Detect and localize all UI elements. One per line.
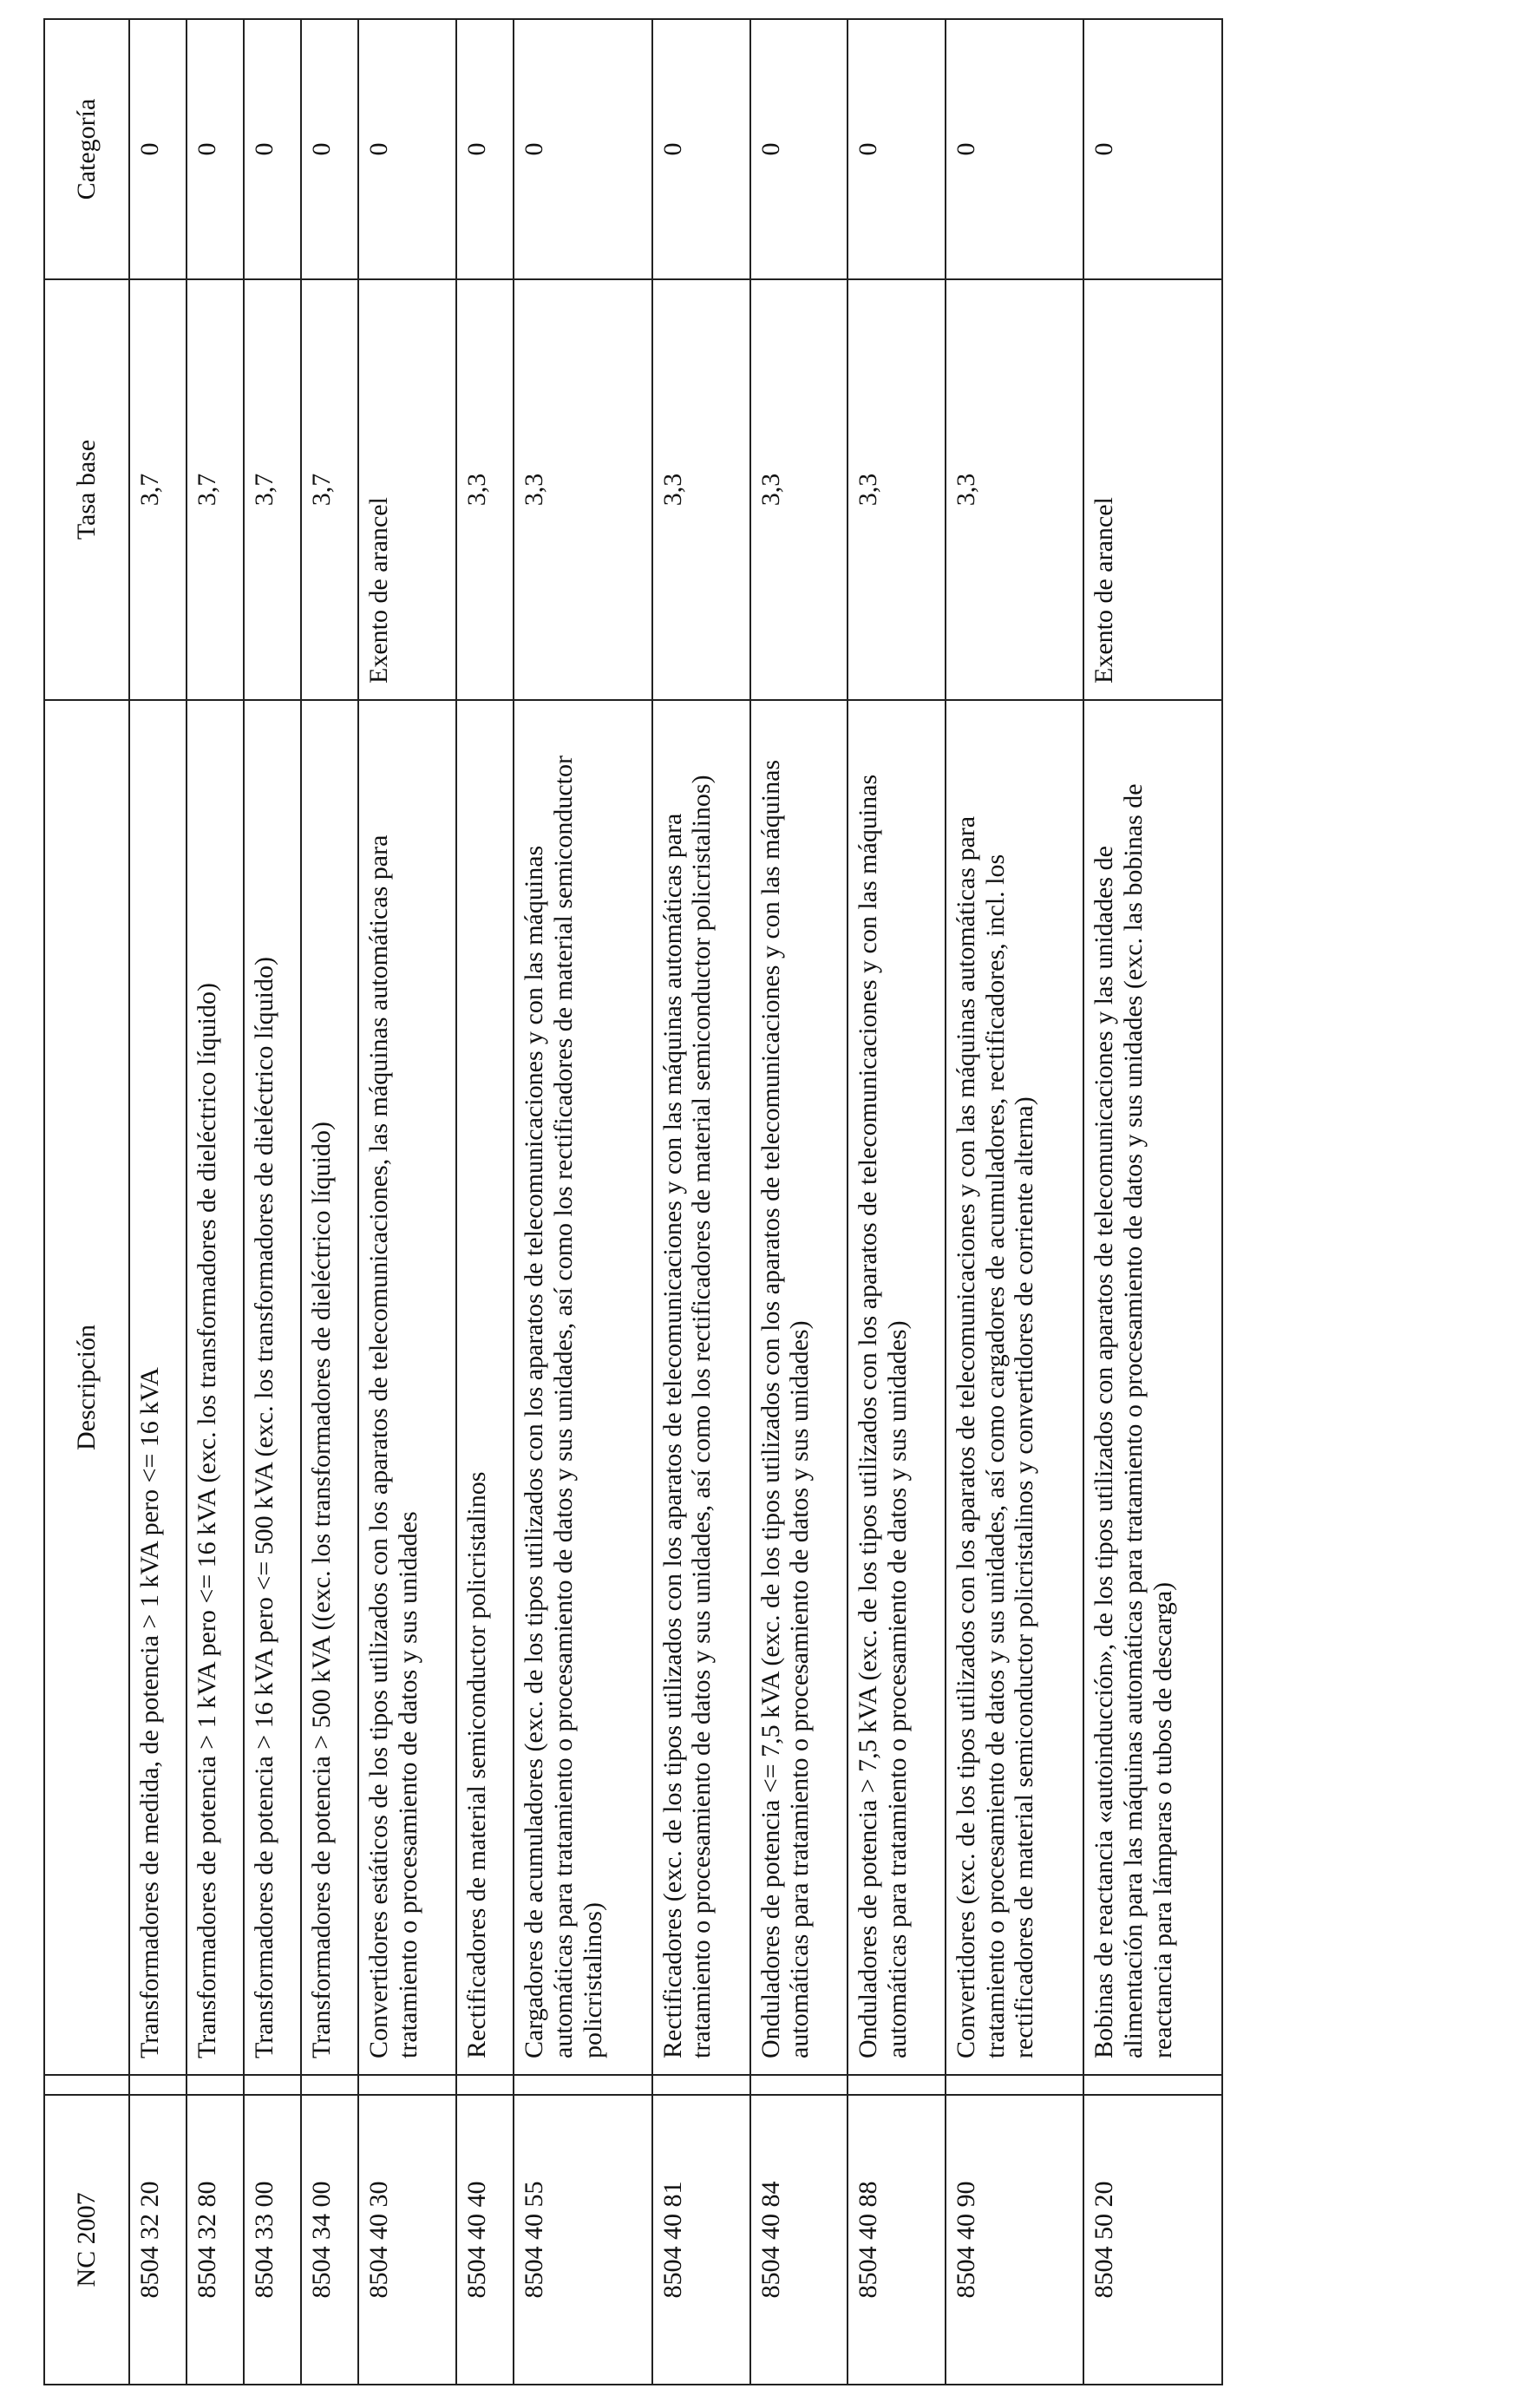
row-code: 8504 40 81	[652, 2095, 750, 2385]
table-row	[750, 19, 848, 2385]
row-description: Convertidores estáticos de los tipos utilizados con los aparatos de telecomunicaciones, las máquinas automáticas para tratamiento o procesamiento de datos y sus unidades	[358, 700, 456, 2075]
row-gap	[946, 2075, 1083, 2095]
row-rate: Exento de arancel	[358, 279, 456, 700]
row-gap	[514, 2075, 651, 2095]
row-description: Transformadores de potencia > 500 kVA ((exc. los transformadores de dieléctrico líquido)	[301, 700, 358, 2075]
row-category: 0	[750, 19, 848, 279]
header-category: Categoría	[44, 19, 129, 279]
header-row	[44, 19, 129, 2385]
row-description: Transformadores de potencia > 1 kVA pero <= 16 kVA (exc. los transformadores de dieléctrico líquido)	[187, 700, 244, 2075]
row-rate: 3,7	[187, 279, 244, 700]
row-gap	[187, 2075, 244, 2095]
row-category: 0	[301, 19, 358, 279]
row-category: 0	[244, 19, 301, 279]
table-row	[848, 19, 946, 2385]
row-description: Rectificadores (exc. de los tipos utilizados con los aparatos de telecomunicaciones y con las máquinas automáticas para tratamiento o procesamiento de datos y sus unidades, así como los rectificadores de material semiconductor policristalinos)	[652, 700, 750, 2075]
row-gap	[456, 2075, 514, 2095]
header-gap	[44, 2075, 129, 2095]
header-rate: Tasa base	[44, 279, 129, 700]
row-code: 8504 32 20	[129, 2095, 187, 2385]
row-description: Transformadores de medida, de potencia > 1 kVA pero <= 16 kVA	[129, 700, 187, 2075]
table-row	[946, 19, 1083, 2385]
row-description: Bobinas de reactancia «autoinducción», de los tipos utilizados con aparatos de telecomunicaciones y las unidades de alimentación para las máquinas automáticas para tratamiento o procesamiento de datos y sus unidades (exc. las bobinas de reactancia para lámparas o tubos de descarga)	[1083, 700, 1222, 2075]
row-code: 8504 40 55	[514, 2095, 651, 2385]
table-row	[244, 19, 301, 2385]
table-body	[129, 19, 1222, 2385]
row-code: 8504 33 00	[244, 2095, 301, 2385]
row-gap	[244, 2075, 301, 2095]
row-description: Onduladores de potencia <= 7,5 kVA (exc. de los tipos utilizados con los aparatos de telecomunicaciones y con las máquinas automáticas para tratamiento o procesamiento de datos y sus unidades)	[750, 700, 848, 2075]
row-code: 8504 40 40	[456, 2095, 514, 2385]
table-row	[1083, 19, 1222, 2385]
row-rate: 3,7	[244, 279, 301, 700]
row-gap	[750, 2075, 848, 2095]
row-rate: Exento de arancel	[1083, 279, 1222, 700]
header-description: Descripción	[44, 700, 129, 2075]
table-row	[129, 19, 187, 2385]
row-category: 0	[358, 19, 456, 279]
row-gap	[848, 2075, 946, 2095]
table-row	[652, 19, 750, 2385]
row-category: 0	[1083, 19, 1222, 279]
row-category: 0	[946, 19, 1083, 279]
table-row	[301, 19, 358, 2385]
row-code: 8504 32 80	[187, 2095, 244, 2385]
row-description: Cargadores de acumuladores (exc. de los tipos utilizados con los aparatos de telecomunicaciones y con las máquinas automáticas para tratamiento o procesamiento de datos y sus unidades, así como los rectificadores de material semiconductor policristalinos)	[514, 700, 651, 2075]
table-row	[187, 19, 244, 2385]
row-rate: 3,3	[848, 279, 946, 700]
row-gap	[1083, 2075, 1222, 2095]
row-code: 8504 40 90	[946, 2095, 1083, 2385]
row-code: 8504 34 00	[301, 2095, 358, 2385]
row-category: 0	[514, 19, 651, 279]
row-description: Rectificadores de material semiconductor policristalinos	[456, 700, 514, 2075]
row-code: 8504 40 84	[750, 2095, 848, 2385]
row-gap	[129, 2075, 187, 2095]
header-code: NC 2007	[44, 2095, 129, 2385]
row-description: Transformadores de potencia > 16 kVA pero <= 500 kVA (exc. los transformadores de dieléctrico líquido)	[244, 700, 301, 2075]
row-category: 0	[456, 19, 514, 279]
row-rate: 3,3	[750, 279, 848, 700]
row-rate: 3,3	[514, 279, 651, 700]
row-description: Convertidores (exc. de los tipos utilizados con los aparatos de telecomunicaciones y con las máquinas automáticas para tratamiento o procesamiento de datos y sus unidades, así como cargadores de acumuladores, rectificadores, incl. los rectificadores de material semiconductor policristalinos y convertidores de corriente alterna)	[946, 700, 1083, 2075]
row-rate: 3,3	[652, 279, 750, 700]
row-gap	[652, 2075, 750, 2095]
row-category: 0	[129, 19, 187, 279]
row-gap	[301, 2075, 358, 2095]
row-gap	[358, 2075, 456, 2095]
row-rate: 3,3	[946, 279, 1083, 700]
row-rate: 3,7	[129, 279, 187, 700]
row-category: 0	[652, 19, 750, 279]
row-code: 8504 50 20	[1083, 2095, 1222, 2385]
row-rate: 3,7	[301, 279, 358, 700]
row-category: 0	[187, 19, 244, 279]
row-code: 8504 40 30	[358, 2095, 456, 2385]
rotated-page	[43, 20, 1223, 2385]
table-row	[514, 19, 651, 2385]
row-category: 0	[848, 19, 946, 279]
row-code: 8504 40 88	[848, 2095, 946, 2385]
row-description: Onduladores de potencia > 7,5 kVA (exc. de los tipos utilizados con los aparatos de telecomunicaciones y con las máquinas automáticas para tratamiento o procesamiento de datos y sus unidades)	[848, 700, 946, 2075]
tariff-table	[43, 18, 1223, 2385]
table-row	[358, 19, 456, 2385]
table-row	[456, 19, 514, 2385]
row-rate: 3,3	[456, 279, 514, 700]
